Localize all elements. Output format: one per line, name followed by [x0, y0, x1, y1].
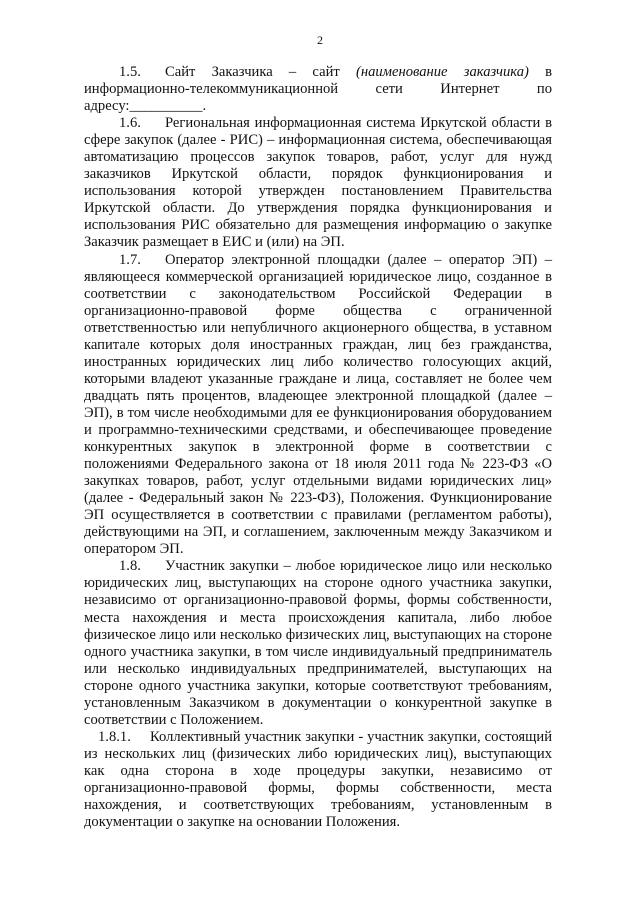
- paragraph-text: Сайт Заказчика – сайт: [165, 64, 356, 80]
- paragraph-number: 1.5.: [119, 64, 141, 80]
- paragraph-1-8: [84, 558, 552, 728]
- paragraph-1-5: [84, 64, 552, 115]
- paragraph-number: 1.8.: [119, 558, 141, 575]
- paragraph-text: Участник закупки – любое юридическое лицо или несколько юридических лиц, выступающих на стороне одного участника закупки, независимо от организационно-правовой формы, формы собственности, места нахождения и места происхождения капитала, либо любое физическое лицо или несколько физических лиц, выступающих на стороне одного участника закупки, в том числе индивидуальный предприниматель или несколько индивидуальных предпринимателей, выступающих на стороне одного участника закупки, которые соответствуют требованиям, установленным Заказчиком в документации о конкурентной закупке в соответствии с Положением.: [84, 558, 552, 728]
- paragraph-text: Коллективный участник закупки - участник закупки, состоящий из нескольких лиц (физических либо юридических лиц), выступающих как одна сторона в ходе процедуры закупки, независимо от организационно-правовой формы, формы собственности, места нахождения, и соответствующих требованиям, установленным в документации о закупке на основании Положения.: [84, 728, 552, 831]
- paragraph-text-continued: в информационно-телекоммуникационной сети Интернет по адресу:__________.: [84, 64, 552, 115]
- page-number: 2: [317, 33, 323, 47]
- paragraph-1-7: [84, 252, 552, 559]
- paragraph-number: 1.7.: [119, 251, 141, 268]
- paragraph-text: Оператор электронной площадки (далее – оператор ЭП) – являющееся коммерческой организацией юридическое лицо, созданное в соответствии с законодательством Российской Федерации в организационно-правовой форме общества с ограниченной ответственностью или непубличного акционерного общества, в уставном капитале которых доля иностранных граждан, лиц без гражданства, иностранных юридических лиц либо количество голосующих акций, которыми владеют указанные граждане и лица, составляет не более чем двадцать пять процентов, владеющее электронной площадкой (далее – ЭП), в том числе необходимыми для ее функционирования оборудованием и программно-техническими средствами, и обеспечивающее проведение конкурентных закупок в электронной форме в соответствии с положениями Федерального закона от 18 июля 2011 года № 223-ФЗ «О закупках товаров, работ, услуг отдельными видами юридических лиц» (далее - Федеральный закон № 223-ФЗ), Положения. Функционирование ЭП осуществляется в соответствии с правилами (регламентом работы), действующими на ЭП, и соглашением, заключенным между Заказчиком и оператором ЭП.: [84, 251, 552, 558]
- paragraph-number: 1.6.: [119, 115, 141, 132]
- paragraph-1-8-1: [84, 729, 552, 831]
- paragraph-1-6: [84, 115, 552, 251]
- paragraph-number: 1.8.1.: [98, 728, 131, 745]
- paragraph-text: Региональная информационная система Иркутской области в сфере закупок (далее - РИС) – информационная система, обеспечивающая автоматизацию процессов закупок товаров, работ, услуг для нужд заказчиков Иркутской области, порядок функционирования и использования которой утвержден постановлением Правительства Иркутской области. До утверждения порядка функционирования и использования РИС обязательно для размещения информацию о закупке Заказчик размещает в ЕИС и (или) на ЭП.: [84, 115, 552, 251]
- document-body: [84, 64, 552, 831]
- placeholder-customer-name: (наименование заказчика): [355, 64, 529, 80]
